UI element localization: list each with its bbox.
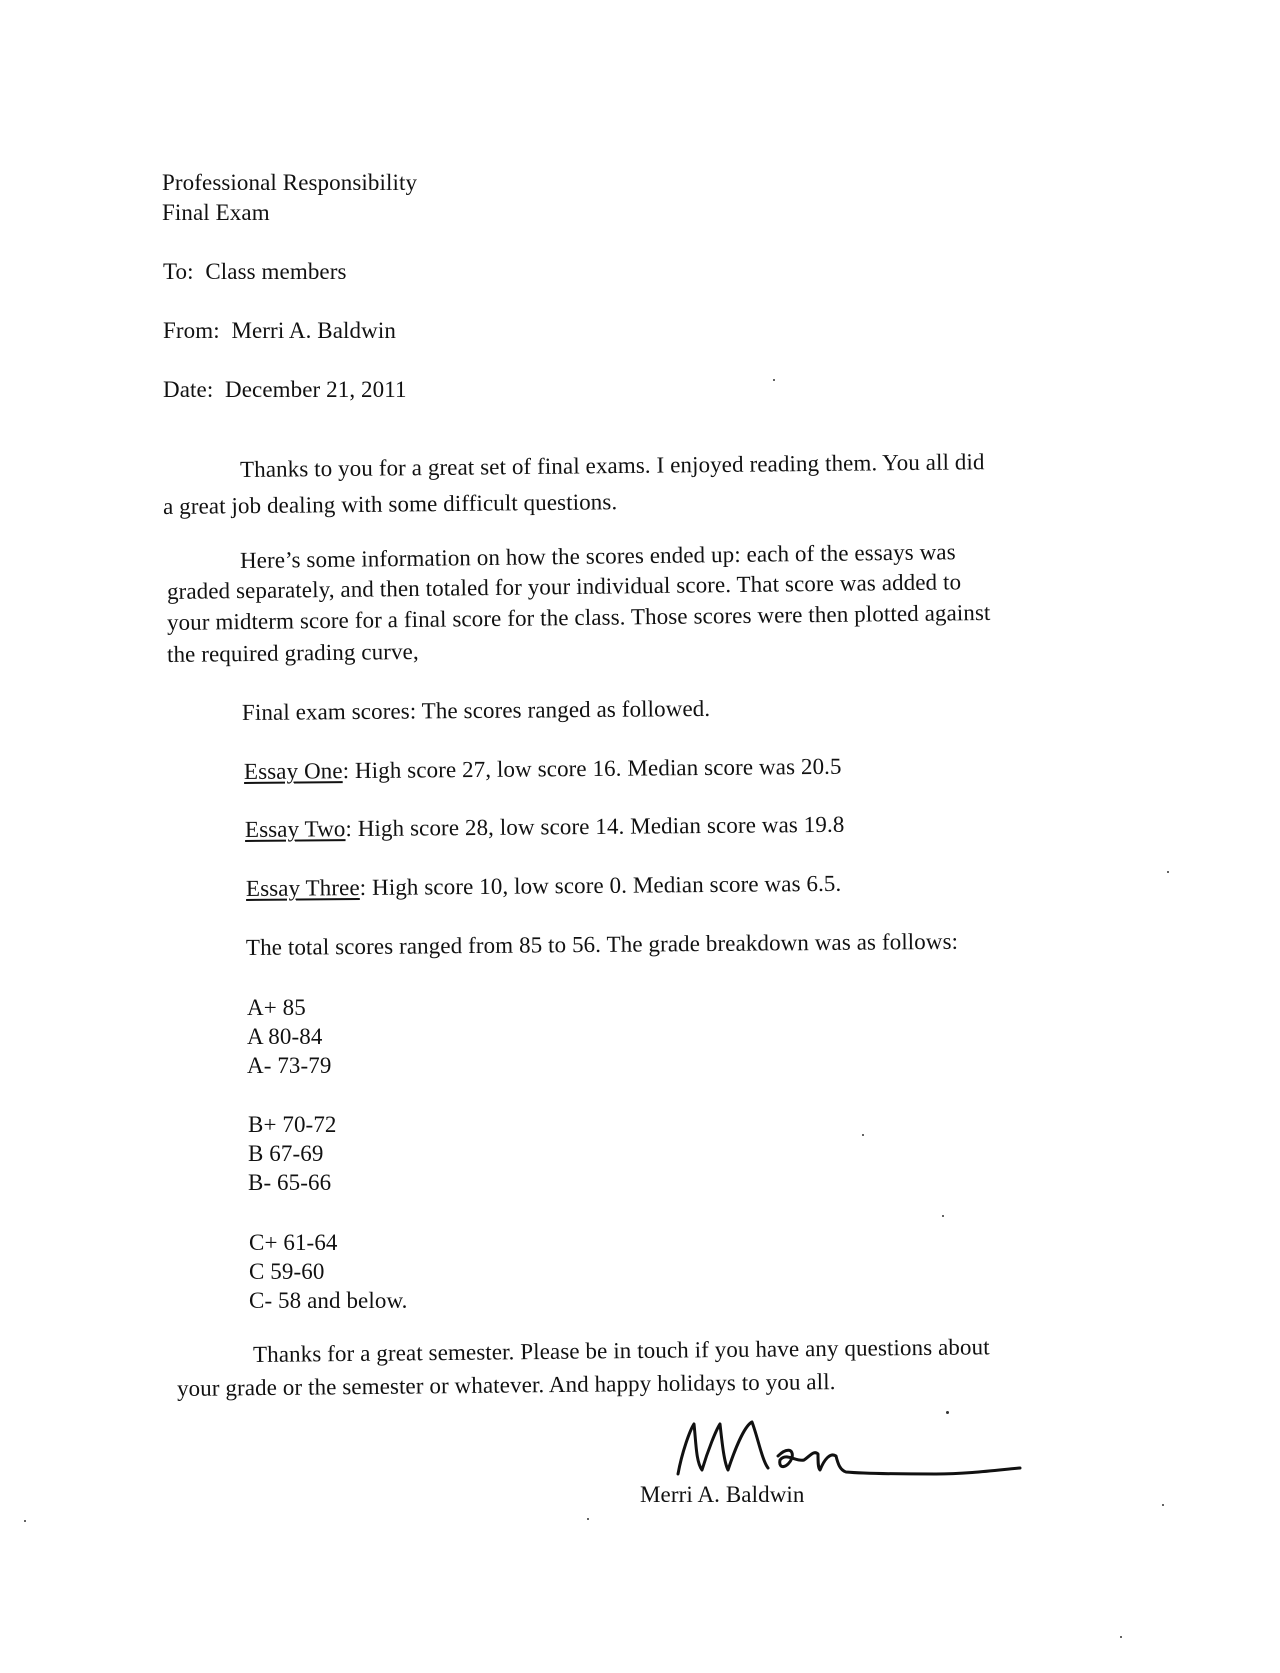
- essay-one-label: Essay One: [243, 758, 343, 784]
- date-line: [163, 375, 407, 405]
- scores-intro: Final exam scores: The scores ranged as followed.: [241, 695, 711, 725]
- essay-three-label: Essay Three: [245, 875, 360, 901]
- essay-one-line: [244, 752, 842, 787]
- scan-speck: [773, 379, 775, 381]
- closing-line-1: Thanks for a great semester. Please be in touch if you have any questions about: [252, 1334, 990, 1367]
- scan-speck: [24, 1520, 26, 1522]
- signature-name: Merri A. Baldwin: [640, 1482, 805, 1507]
- scan-speck: [1120, 1636, 1122, 1638]
- total-scores-line: The total scores ranged from 85 to 56. The grade breakdown was as follows:: [245, 928, 959, 960]
- to-value: Class members: [205, 259, 347, 284]
- scan-speck: [862, 1134, 864, 1136]
- essay-two-label: Essay Two: [244, 816, 346, 842]
- paragraph-2-line-4: the required grading curve,: [166, 638, 419, 667]
- scan-speck: [587, 1518, 589, 1520]
- grade-b: B 67-69: [248, 1141, 324, 1166]
- to-line: [163, 257, 347, 287]
- date-value: December 21, 2011: [225, 377, 407, 402]
- grade-c-minus: C- 58 and below.: [249, 1288, 408, 1313]
- essay-two-line: [245, 810, 845, 845]
- scan-speck: [1167, 871, 1169, 873]
- from-value: Merri A. Baldwin: [231, 318, 396, 343]
- scan-speck: [1162, 1504, 1164, 1506]
- essay-three-text: : High score 10, low score 0. Median score was 6.5.: [359, 870, 842, 901]
- scan-speck: [946, 1411, 949, 1414]
- scan-speck: [942, 1215, 944, 1217]
- essay-one-text: : High score 27, low score 16. Median score was 20.5: [342, 753, 842, 784]
- paragraph-1-line-2: a great job dealing with some difficult questions.: [162, 489, 618, 519]
- paragraph-2-line-3: your midterm score for a final score for the class. Those scores were then plotted against: [166, 599, 991, 635]
- course-title: Professional Responsibility: [162, 170, 418, 195]
- grade-b-plus: B+ 70-72: [248, 1112, 337, 1137]
- paragraph-1-line-1: Thanks to you for a great set of final exams. I enjoyed reading them. You all did: [239, 449, 985, 482]
- from-line: [163, 316, 396, 346]
- from-label: From:: [163, 318, 220, 343]
- grade-a-minus: A- 73-79: [247, 1053, 332, 1078]
- document-type: Final Exam: [162, 200, 270, 225]
- grade-c: C 59-60: [249, 1259, 325, 1284]
- date-label: Date:: [163, 377, 214, 402]
- closing-line-2: your grade or the semester or whatever. And happy holidays to you all.: [176, 1369, 836, 1401]
- grade-c-plus: C+ 61-64: [249, 1230, 338, 1255]
- to-label: To:: [163, 259, 194, 284]
- essay-two-text: : High score 28, low score 14. Median score was 19.8: [345, 811, 845, 842]
- grade-a: A 80-84: [247, 1024, 323, 1049]
- paragraph-2-line-1: Here’s some information on how the scores ended up: each of the essays was: [239, 539, 956, 573]
- essay-three-line: [246, 869, 842, 904]
- grade-a-plus: A+ 85: [247, 995, 306, 1020]
- paragraph-2-line-2: graded separately, and then totaled for your individual score. That score was added to: [166, 569, 962, 604]
- grade-b-minus: B- 65-66: [248, 1170, 332, 1195]
